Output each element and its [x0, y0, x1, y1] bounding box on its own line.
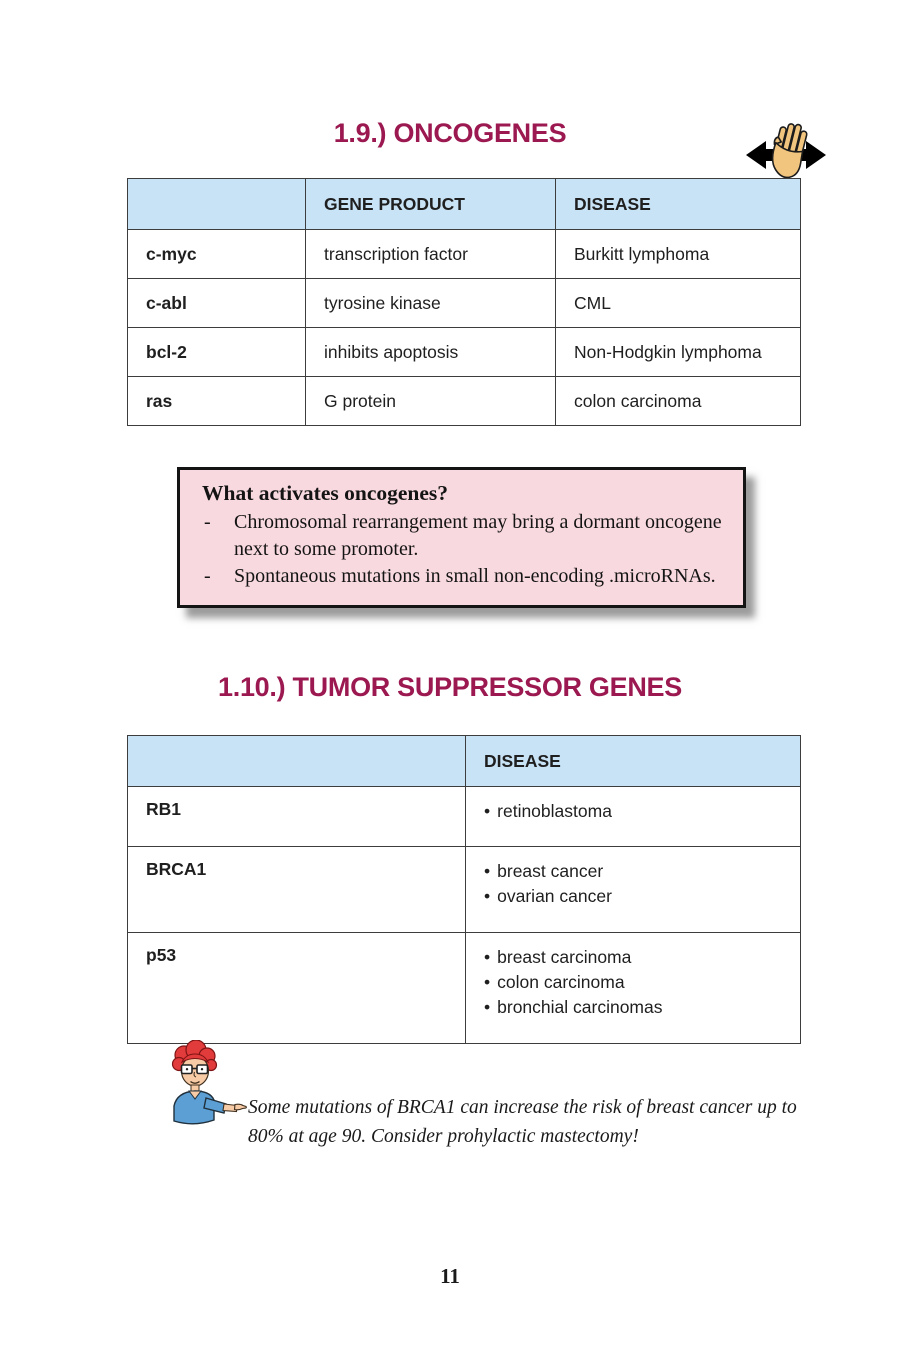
- gene-name: BRCA1: [128, 847, 466, 933]
- gene-product: transcription factor: [306, 230, 556, 279]
- table-row: [128, 230, 801, 279]
- header-cell-gene-product: GENE PRODUCT: [306, 179, 556, 230]
- bullet-marker: •: [484, 801, 491, 821]
- disease-text: bronchial carcinomas: [497, 997, 663, 1017]
- disease-text: colon carcinoma: [497, 972, 625, 992]
- gene-name: p53: [128, 933, 466, 1044]
- section-title-tumor-suppressor-genes: 1.10.) TUMOR SUPPRESSOR GENES: [218, 672, 682, 702]
- gene-product: G protein: [306, 377, 556, 426]
- gene-name: c-myc: [128, 230, 306, 279]
- disease-item: [484, 884, 792, 909]
- gene-product: inhibits apoptosis: [306, 328, 556, 377]
- brca1-tip-text: Some mutations of BRCA1 can increase the risk of breast cancer up to 80% at age 90. Consider prohylactic mastectomy!: [248, 1097, 797, 1147]
- disease-list: [466, 933, 801, 1044]
- gene-product: tyrosine kinase: [306, 279, 556, 328]
- table-header-row: [128, 179, 801, 230]
- bullet-marker: •: [484, 947, 491, 967]
- note-box-bullet-text: Chromosomal rearrangement may bring a dormant oncogene next to some promoter.: [234, 511, 722, 560]
- table-header-row: [128, 736, 801, 787]
- disease-text: retinoblastoma: [497, 801, 612, 821]
- page-number: 11: [440, 1264, 460, 1288]
- disease-item: [484, 995, 792, 1020]
- disease: Burkitt lymphoma: [556, 230, 801, 279]
- doctor-pointing-icon: [146, 1040, 248, 1147]
- disease-list: [466, 847, 801, 933]
- bullet-marker: •: [484, 972, 491, 992]
- bullet-marker: •: [484, 997, 491, 1017]
- gene-name: bcl-2: [128, 328, 306, 377]
- gene-name: c-abl: [128, 279, 306, 328]
- gene-name: ras: [128, 377, 306, 426]
- oncogenes-table: [127, 178, 801, 426]
- disease-item: [484, 799, 792, 824]
- disease: Non-Hodgkin lymphoma: [556, 328, 801, 377]
- note-box-bullet: [202, 563, 723, 590]
- disease-item: [484, 945, 792, 970]
- table-row: [128, 377, 801, 426]
- note-box-title: What activates oncogenes?: [202, 481, 449, 505]
- header-cell-empty: [128, 736, 466, 787]
- section-title-oncogenes: 1.9.) ONCOGENES: [333, 118, 567, 148]
- disease-item: [484, 970, 792, 995]
- tumor-suppressor-table: [127, 735, 801, 1044]
- gene-name: RB1: [128, 787, 466, 847]
- header-cell-disease: DISEASE: [466, 736, 801, 787]
- table-row: [128, 279, 801, 328]
- disease-text: breast cancer: [497, 861, 604, 881]
- bullet-marker: •: [484, 886, 491, 906]
- disease-item: [484, 859, 792, 884]
- header-cell-disease: DISEASE: [556, 179, 801, 230]
- disease-text: ovarian cancer: [497, 886, 612, 906]
- note-box-bullet-text: Spontaneous mutations in small non-encoding .microRNAs.: [234, 565, 716, 587]
- note-box-bullet: [202, 509, 723, 563]
- disease: colon carcinoma: [556, 377, 801, 426]
- table-row: [128, 328, 801, 377]
- header-cell-empty: [128, 179, 306, 230]
- oncogene-activation-note-box: [177, 467, 746, 608]
- table-row: [128, 933, 801, 1044]
- disease: CML: [556, 279, 801, 328]
- dash-marker: -: [204, 565, 211, 587]
- disease-list: [466, 787, 801, 847]
- bullet-marker: •: [484, 861, 491, 881]
- dash-marker: -: [204, 511, 211, 533]
- disease-text: breast carcinoma: [497, 947, 632, 967]
- table-row: [128, 847, 801, 933]
- table-row: [128, 787, 801, 847]
